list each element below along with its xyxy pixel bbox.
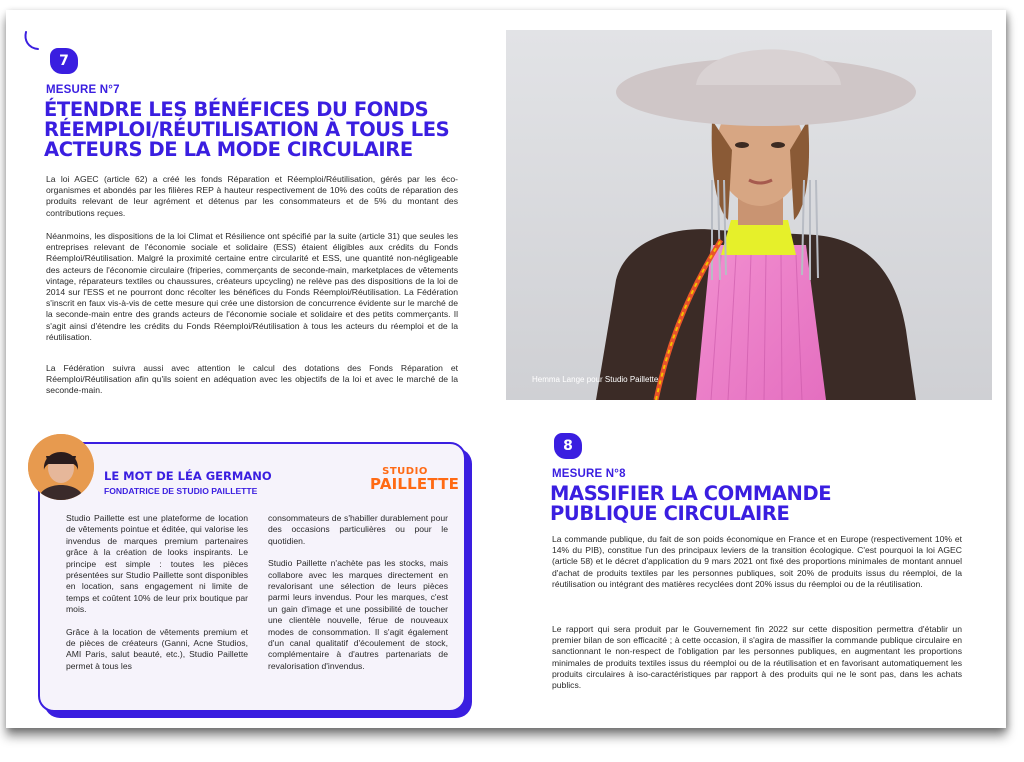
avatar <box>28 434 94 500</box>
measure-7-paragraph-1: La loi AGEC (article 62) a créé les fonds Réparation et Réemploi/Réutilisation, gérés par les éco-organismes et abondés par les filières REP à hauteur respectivement de 10% des coûts de réparation des produits relevant de leur agrément et détenus par les consommateurs et de 5% du montant des contributions reçues. <box>46 174 458 218</box>
quote-column-1 <box>66 513 248 683</box>
photo-caption: Hemma Lange pour Studio Paillette <box>532 375 659 384</box>
measure-7-title <box>44 100 449 160</box>
logo-line-1: STUDIO <box>382 466 428 477</box>
measure-8-label: MESURE N°8 <box>552 468 626 480</box>
avatar-illustration <box>28 434 94 500</box>
curl-decoration-icon <box>22 30 42 52</box>
measure-7-paragraph-2: Néanmoins, les dispositions de la loi Climat et Résilience ont spécifié par la suite (article 31) que seules les entreprises relevant de l'économie sociale et solidaire (ESS) étaient éligibles aux crédits du Fonds Réemploi/Réutilisation. Malgré la proximité certaine entre circularité et ESS, une quantité non-négligeable des acteurs de l'économie circulaire (friperies, commerçants de seconde-main, marketplaces de vêtements vintage, réparateurs textiles ou chaussures, créateurs upcycling) ne relève pas des dispositions de la loi de 2014 sur l'ESS et ne pourront donc récolter les bénéfices du Fonds Réemploi/Réutilisation. La Fédération s'inscrit en faux vis-à-vis de cette mesure qui crée une distorsion de concurrence évidente sur le marché de la seconde-main entre des grands acteurs de l'économie sociale et solidaire et des petits commerçants. Il s'agit ainsi d'étendre les crédits du Fonds Réemploi/Réutilisation à tous les acteurs du réemploi et de la réutilisation. <box>46 231 458 342</box>
measure-8-paragraph-1: La commande publique, du fait de son poids économique en France et en Europe (respectivement 10% et 14% du PIB), constitue l'un des principaux leviers de la transition écologique. C'est pourquoi la loi AGEC (article 58) et le décret d'application du 9 mars 2021 ont fixé des proportions minimales de montant annuel d'achat de produits textiles par les personnes publiques, soit 20% de produits issus du réemploi, de la réutilisation ou intégrant des matières recyclées dont 20% issus du réemploi ou de la réutilisation. <box>552 534 962 589</box>
measure-7-label: MESURE N°7 <box>46 84 120 96</box>
measure-8-badge: 8 <box>554 433 582 459</box>
measure-7-badge: 7 <box>50 48 78 74</box>
quote-paragraph: Studio Paillette n'achète pas les stocks, mais collabore avec les marques directement en revalorisant une sélection de leurs pièces parmi leurs invendus. Pour les marques, c'est un gain d'image et une possibilité de toucher une clientèle nouvelle, férue de nouveaux modes de consommation. Il s'agit également d'un canal qualitatif d'écoulement de stock, complémentaire à d'autres partenariats de revalorisation d'invendus. <box>268 558 448 671</box>
measure-7-paragraph-3: La Fédération suivra aussi avec attention le calcul des dotations des Fonds Réparation et Réemploi/Réutilisation afin qu'ils soient en adéquation avec les objectifs de la loi et avec le marché de la seconde-main. <box>46 363 458 396</box>
measure-8-title <box>550 484 831 524</box>
logo-line-2: PAILLETTE <box>370 475 460 493</box>
quote-box-subtitle: FONDATRICE DE STUDIO PAILLETTE <box>104 486 258 496</box>
quote-column-2 <box>268 513 448 683</box>
title-line: ÉTENDRE LES BÉNÉFICES DU FONDS <box>44 98 429 121</box>
title-line: ACTEURS DE LA MODE CIRCULAIRE <box>44 138 413 161</box>
portrait-illustration <box>506 30 992 400</box>
title-line: MASSIFIER LA COMMANDE <box>550 482 832 505</box>
portrait-photo <box>506 30 992 400</box>
title-line: RÉEMPLOI/RÉUTILISATION À TOUS LES <box>44 118 450 141</box>
measure-8-paragraph-2: Le rapport qui sera produit par le Gouvernement fin 2022 sur cette disposition permettra d'établir un premier bilan de son efficacité ; à cette occasion, il s'agira de massifier la commande publique circulaire en sanctionnant le non-respect de l'obligation par les personnes publiques, en augmentant les proportions minimales de produits textiles issus du réemploi ou de la réutilisation et en favorisant automatiquement les produits circulaires à iso-caractéristiques par rapport à des produits qui ne le sont pas, dans les achats publics. <box>552 624 962 691</box>
quote-paragraph: consommateurs de s'habiller durablement pour des occasions particulières ou pour le quotidien. <box>268 513 448 546</box>
title-line: PUBLIQUE CIRCULAIRE <box>550 502 790 525</box>
quote-paragraph: Grâce à la location de vêtements premium et de pièces de créateurs (Ganni, Acne Studios, AMI Paris, salut beauté, etc.), Studio Paillette permet à tous les <box>66 626 248 671</box>
studio-paillette-logo <box>370 466 460 493</box>
magazine-spread <box>6 10 1006 728</box>
quote-paragraph: Studio Paillette est une plateforme de location de vêtements pointue et éditée, qui valorise les invendus de marques premium partenaires grâce à la création de looks inspirants. Le principe est simple : toutes les pièces présentées sur Studio Paillette sont disponibles en location, sans engagement ni limite de temps et coûtent 10% de leur prix boutique par mois. <box>66 513 248 615</box>
quote-box-title: LE MOT DE LÉA GERMANO <box>104 469 272 483</box>
